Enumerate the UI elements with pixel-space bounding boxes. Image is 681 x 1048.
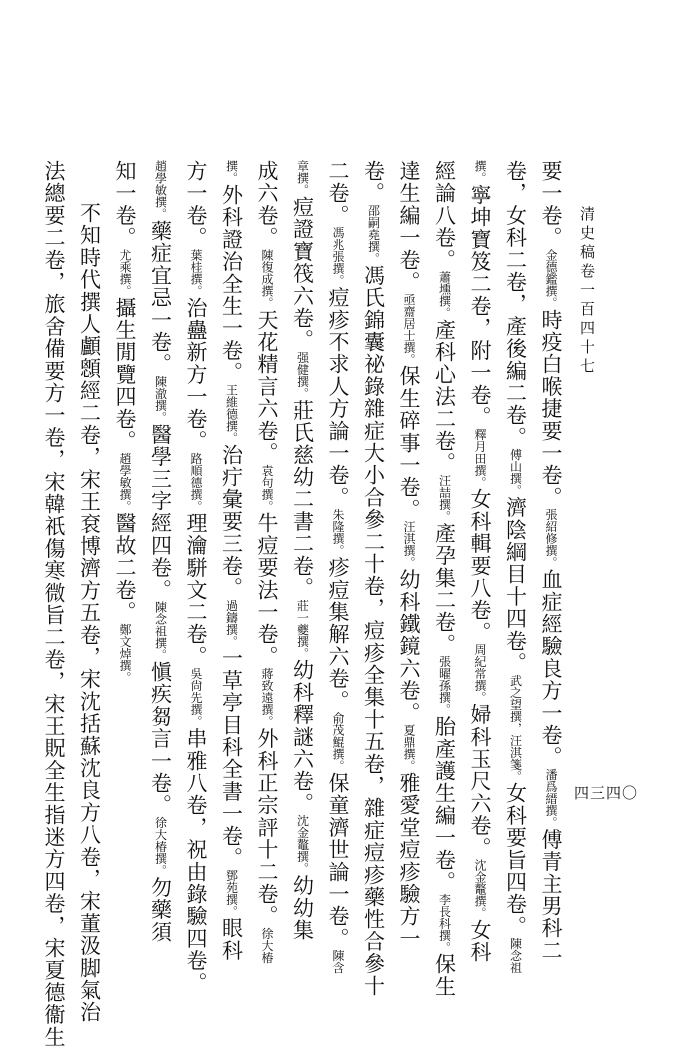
author-note: 吳尙先撰。 bbox=[189, 667, 203, 728]
text-column bbox=[284, 160, 320, 942]
book-entry-text: 一草亭目科全書一卷。 bbox=[219, 647, 244, 870]
book-entry-text: 經論八卷。 bbox=[432, 160, 457, 271]
text-column bbox=[497, 160, 533, 974]
author-note: 路順德撰。 bbox=[189, 452, 203, 513]
book-entry-text: 保童濟世論一卷。 bbox=[326, 772, 350, 950]
book-entry-text: 勿藥須 bbox=[148, 876, 173, 944]
book-entry-text: 女科 bbox=[468, 919, 492, 964]
author-note: 朱隆撰。 bbox=[331, 508, 345, 557]
book-entry-text: 達生編一卷。 bbox=[397, 160, 421, 294]
book-entry-text: 女科要旨四卷。 bbox=[503, 782, 528, 938]
book-entry-text: 保生 bbox=[432, 953, 457, 998]
author-note: 撰。 bbox=[473, 160, 487, 184]
author-note: 過鑄撰。 bbox=[224, 599, 239, 648]
book-entry-text: 要一卷。 bbox=[539, 160, 563, 249]
book-entry-text: 痘證寶筏六卷。 bbox=[290, 196, 315, 352]
author-note: 葉桂撰。 bbox=[189, 248, 203, 297]
author-note: 張紹修撰。 bbox=[544, 508, 558, 569]
book-entry-text: 二卷。 bbox=[326, 160, 350, 227]
book-entry-text: 傅青主男科二 bbox=[539, 828, 563, 962]
text-column bbox=[249, 160, 285, 964]
book-entry-text: 藥症宜忌一卷。 bbox=[148, 220, 173, 376]
book-entry-text: 醫故二卷。 bbox=[113, 512, 137, 624]
text-column bbox=[462, 160, 498, 964]
author-note: 蕭壎撰。 bbox=[437, 271, 452, 319]
author-note: 趙學敏撰。 bbox=[153, 160, 168, 220]
book-entry-text: 胎產護生編一卷。 bbox=[432, 715, 457, 894]
author-note: 汪淇撰。 bbox=[402, 520, 416, 569]
book-entry-text: 攝生閒覽四卷。 bbox=[113, 296, 137, 453]
author-note: 李長科撰。 bbox=[437, 893, 452, 954]
book-entry-text: 卷，女科二卷，產後編二卷。 bbox=[503, 160, 528, 449]
author-note: 章撰。 bbox=[295, 160, 310, 196]
author-note: 沈金鼇撰。 bbox=[295, 814, 310, 875]
book-entry-text: 眼科 bbox=[219, 917, 244, 962]
book-entry-text: 產孕集二卷。 bbox=[432, 522, 457, 656]
author-note: 王維德撰。 bbox=[224, 383, 239, 444]
author-note: 俞茂鯤撰。 bbox=[331, 712, 345, 773]
vertical-text-body bbox=[42, 160, 568, 1048]
text-column bbox=[391, 160, 427, 950]
author-note: 沈金鼇撰。 bbox=[473, 859, 487, 920]
author-note: 周紀常撰。 bbox=[473, 643, 487, 704]
book-entry-text: 治疔彙要三卷。 bbox=[219, 443, 244, 600]
text-column bbox=[107, 160, 143, 880]
author-note: 趙學敏撰。 bbox=[118, 452, 132, 513]
text-column bbox=[213, 160, 249, 962]
author-note: 陳念祖撰。 bbox=[153, 601, 168, 662]
text-column bbox=[320, 160, 356, 974]
text-column bbox=[355, 160, 391, 998]
book-entry-text: 卷。 bbox=[361, 160, 386, 205]
book-entry-text: 法總要二卷，旅舍備要方一卷，宋韓祇傷寒微旨二卷，宋王貺全生指迷方四卷，宋夏德衞生 bbox=[42, 160, 66, 1048]
book-entry-text: 疹痘集解六卷。 bbox=[326, 556, 350, 713]
author-note: 撰。 bbox=[224, 160, 239, 184]
text-column bbox=[178, 160, 214, 995]
book-entry-text: 治蠱新方一卷。 bbox=[184, 296, 208, 453]
author-note: 夏鼎撰。 bbox=[402, 724, 416, 773]
author-note: 袁句撰。 bbox=[260, 464, 274, 513]
running-header-title: 清史稿卷一百四十七 bbox=[578, 206, 596, 377]
author-note: 徐大椿 bbox=[260, 927, 274, 964]
book-entry-text: 成六卷。 bbox=[255, 160, 279, 249]
book-entry-text: 馮氏錦囊祕錄雜症大小合參二十卷，痘疹全集十五卷，雜症痘疹藥性合參十 bbox=[361, 264, 386, 998]
author-note: 亟齋居士撰。 bbox=[402, 293, 416, 366]
author-note: 强健撰。 bbox=[295, 351, 310, 400]
author-note: 鄧苑撰。 bbox=[224, 869, 239, 918]
book-entry-text: 理瀹駢文二卷。 bbox=[184, 512, 208, 668]
book-entry-text: 女科輯要八卷。 bbox=[468, 488, 492, 644]
page-number: 四三四〇 bbox=[574, 784, 639, 802]
book-entry-text: 保生碎事一卷。 bbox=[397, 365, 421, 521]
book-entry-text: 外科證治全生一卷。 bbox=[219, 184, 244, 384]
book-entry-text: 婦科玉尺六卷。 bbox=[468, 703, 492, 860]
book-entry-text: 外科正宗評十二卷。 bbox=[255, 727, 279, 928]
text-column bbox=[142, 160, 178, 944]
book-entry-text: 莊氏慈幼二書二卷。 bbox=[290, 399, 315, 600]
author-note: 尤乘撰。 bbox=[118, 248, 132, 297]
author-note: 蔣致遠撰。 bbox=[260, 667, 274, 728]
book-entry-text: 知一卷。 bbox=[113, 160, 137, 249]
book-entry-text: 寧坤寶笈二卷，附一卷。 bbox=[468, 184, 492, 429]
author-note: 陳復成撰。 bbox=[260, 248, 274, 309]
book-entry-text: 幼科鐵鏡六卷。 bbox=[397, 568, 421, 725]
author-note: 莊一夔撰。 bbox=[295, 599, 310, 660]
book-entry-text: 血症經驗良方一卷。 bbox=[539, 568, 563, 769]
text-column bbox=[36, 160, 72, 1048]
author-note: 陳念祖 bbox=[508, 937, 523, 974]
author-note: 釋月田撰。 bbox=[473, 428, 487, 489]
book-entry-text: 濟陰綱目十四卷。 bbox=[503, 496, 528, 675]
book-entry-text: 串雅八卷，祝由錄驗四卷。 bbox=[184, 727, 208, 995]
book-entry-text: 雅愛堂痘疹驗方一 bbox=[397, 772, 421, 950]
author-note: 邵嗣堯撰。 bbox=[366, 204, 381, 265]
author-note: 傅山撰。 bbox=[508, 448, 523, 497]
author-note: 陳含 bbox=[331, 949, 345, 974]
author-note: 金德鑑撰。 bbox=[544, 248, 558, 309]
book-entry-text: 產科心法二卷。 bbox=[432, 319, 457, 475]
book-entry-text: 愼疾芻言一卷。 bbox=[148, 661, 173, 817]
author-note: 鄭文焯撰。 bbox=[118, 623, 132, 684]
author-note: 武之望撰，汪淇箋。 bbox=[508, 674, 523, 783]
author-note: 馮兆張撰。 bbox=[331, 226, 345, 287]
author-note: 張曜孫撰。 bbox=[437, 655, 452, 716]
author-note: 陳澈撰。 bbox=[153, 375, 168, 424]
book-entry-text: 不知時代撰人顱顖經二卷，宋王袞博濟方五卷，宋沈括蘇沈良方八卷，宋董汲脚氣治 bbox=[77, 202, 102, 1024]
book-entry-text: 幼幼集 bbox=[290, 874, 315, 942]
book-entry-text: 幼科釋謎六卷。 bbox=[290, 659, 315, 815]
book-entry-text: 醫學三字經四卷。 bbox=[148, 423, 173, 602]
text-column bbox=[71, 160, 107, 1024]
book-entry-text: 時疫白喉捷要一卷。 bbox=[539, 308, 563, 509]
author-note: 徐大椿撰。 bbox=[153, 816, 168, 877]
book-entry-text: 痘疹不求人方論一卷。 bbox=[326, 286, 350, 509]
author-note: 汪喆撰。 bbox=[437, 474, 452, 523]
text-column bbox=[533, 160, 569, 962]
book-entry-text: 天花精言六卷。 bbox=[255, 308, 279, 465]
text-column bbox=[426, 160, 462, 998]
author-note: 潘爲縉撰。 bbox=[544, 768, 558, 829]
book-entry-text: 方一卷。 bbox=[184, 160, 208, 249]
book-entry-text: 牛痘要法一卷。 bbox=[255, 512, 279, 668]
